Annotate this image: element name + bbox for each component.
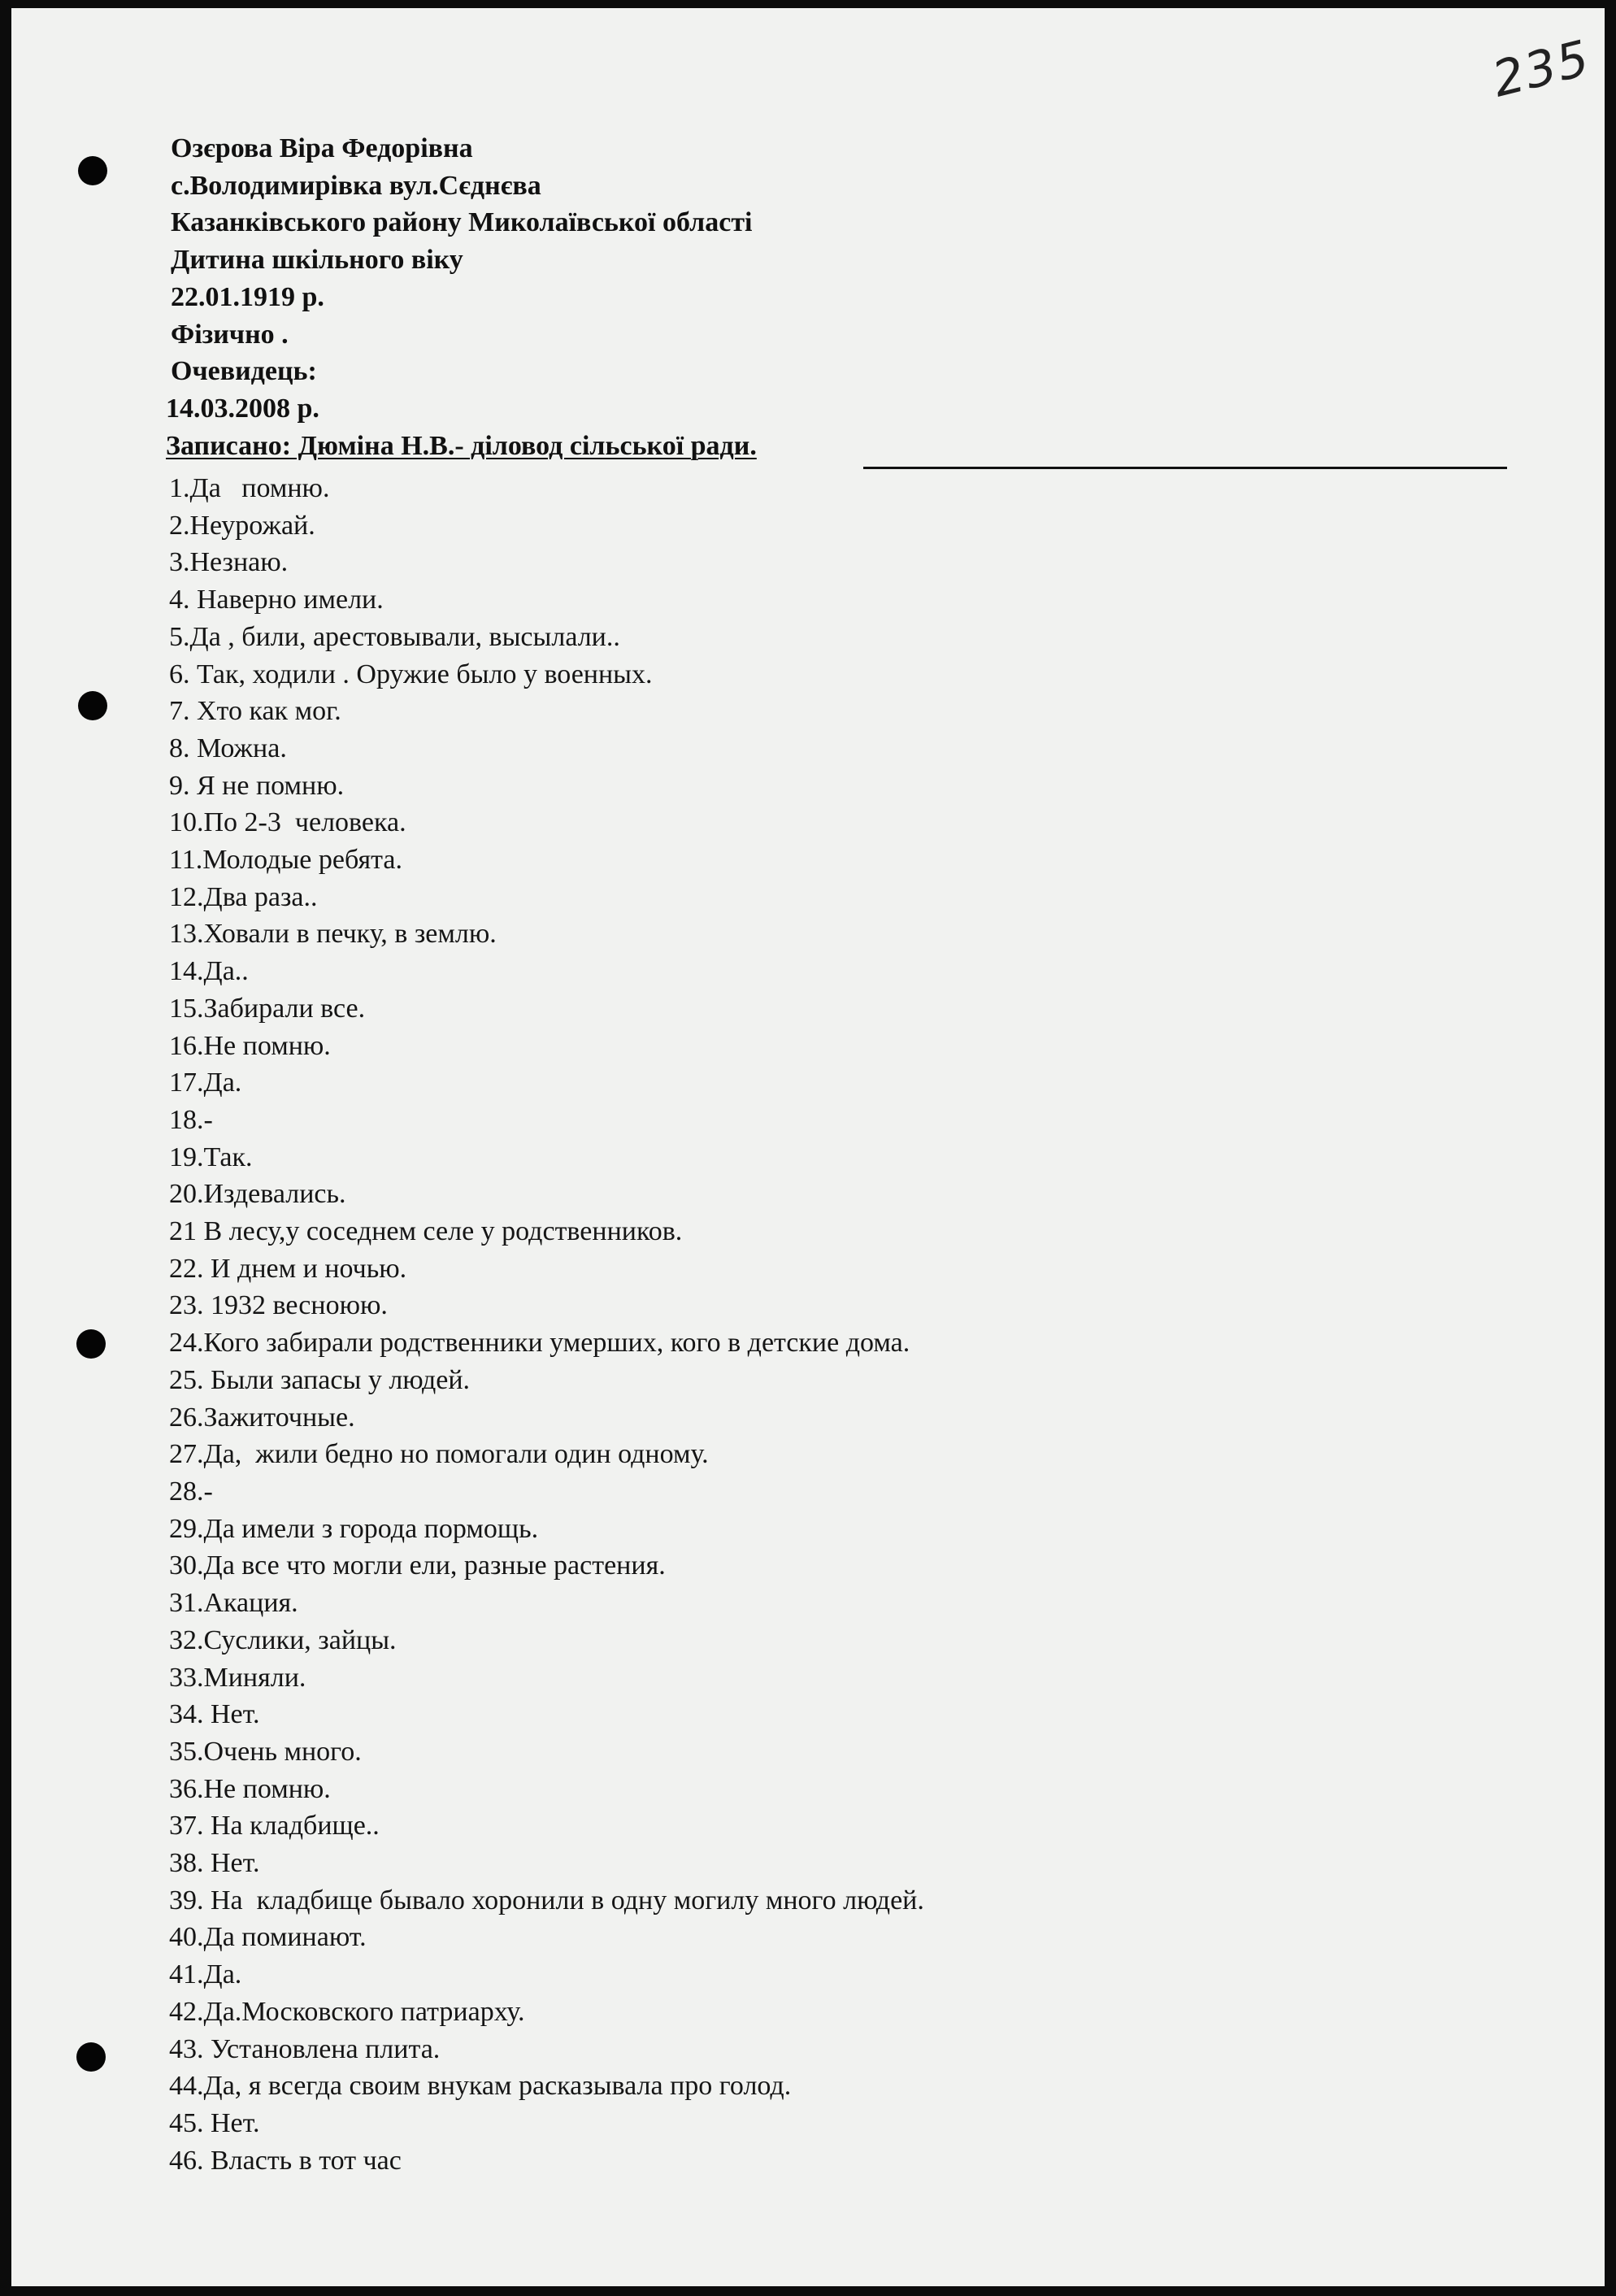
answer-item: 41.Да. — [169, 1959, 242, 1990]
answer-item: 10.По 2-3 человека. — [169, 807, 406, 838]
answer-item: 22. И днем и ночью. — [169, 1253, 407, 1284]
answer-item: 42.Да.Московского патриарху. — [169, 1996, 525, 2027]
respondent-name: Озєрова Віра Федорівна — [171, 133, 473, 163]
answer-item: 35.Очень много. — [169, 1736, 362, 1767]
answer-item: 3.Незнаю. — [169, 547, 289, 578]
answer-item: 17.Да. — [169, 1068, 242, 1098]
document-page — [11, 8, 1605, 2286]
answer-item: 7. Хто как мог. — [169, 696, 341, 727]
answer-item: 29.Да имели з города пормощь. — [169, 1513, 539, 1544]
answer-item: 32.Суслики, зайцы. — [169, 1624, 397, 1655]
answer-item: 31.Акация. — [169, 1588, 298, 1619]
answer-item: 9. Я не помню. — [169, 770, 345, 801]
respondent-address: с.Володимирівка вул.Сєднєва — [171, 170, 541, 201]
answers-list — [169, 470, 1518, 2179]
answer-item: 30.Да все что могли ели, разные растения. — [169, 1550, 666, 1581]
answer-item: 14.Да.. — [169, 956, 249, 987]
answer-item: 28.- — [169, 1476, 213, 1507]
respondent-header — [166, 130, 1520, 464]
answer-item: 27.Да, жили бедно но помогали один одному. — [169, 1439, 709, 1470]
answer-item: 23. 1932 весноюю. — [169, 1290, 388, 1321]
answer-item: 15.Забирали все. — [169, 993, 366, 1024]
answer-item: 36.Не помню. — [169, 1773, 331, 1804]
birth-date: 22.01.1919 р. — [171, 281, 324, 312]
signature-underline — [863, 467, 1507, 469]
answer-item: 44.Да, я всегда своим внукам расказывала про голод. — [169, 2071, 792, 2102]
answer-item: 21 В лесу,у соседнем селе у родственников. — [169, 1216, 683, 1247]
age-category: Дитина шкільного віку — [171, 245, 463, 276]
answer-item: 46. Власть в тот час — [169, 2145, 402, 2176]
answer-item: 34. Нет. — [169, 1699, 260, 1730]
answer-item: 25. Были запасы у людей. — [169, 1364, 471, 1395]
handwritten-page-number: 235 — [1487, 29, 1596, 109]
answer-item: 13.Ховали в печку, в землю. — [169, 919, 497, 950]
answer-item: 8. Можна. — [169, 733, 287, 763]
answer-item: 39. На кладбище бывало хоронили в одну могилу много людей. — [169, 1885, 924, 1916]
answer-item: 6. Так, ходили . Оружие было у военных. — [169, 659, 653, 689]
answer-item: 20.Издевались. — [169, 1179, 346, 1210]
witness-label: Очевидець: — [171, 356, 317, 387]
punch-hole — [78, 691, 107, 720]
answer-item: 24.Кого забирали родственники умерших, кого в детские дома. — [169, 1328, 910, 1359]
answer-item: 19.Так. — [169, 1141, 253, 1172]
answer-item: 5.Да , били, арестовывали, высылали.. — [169, 621, 620, 652]
answer-item: 12.Два раза.. — [169, 881, 318, 912]
answer-item: 2.Неурожай. — [169, 510, 315, 541]
record-date: 14.03.2008 р. — [166, 393, 319, 424]
answer-item: 38. Нет. — [169, 1848, 260, 1879]
answer-item: 37. На кладбище.. — [169, 1811, 380, 1842]
answer-item: 18.- — [169, 1104, 213, 1135]
punch-hole — [76, 2042, 106, 2072]
punch-hole — [78, 156, 107, 185]
answer-item: 1.Да помню. — [169, 473, 330, 503]
answer-item: 16.Не помню. — [169, 1030, 331, 1061]
respondent-district: Казанківського району Миколаївської області — [171, 207, 753, 238]
answer-item: 33.Миняли. — [169, 1662, 306, 1693]
answer-item: 40.Да поминают. — [169, 1922, 367, 1953]
answer-item: 45. Нет. — [169, 2107, 260, 2138]
answer-item: 11.Молодые ребята. — [169, 845, 402, 876]
punch-hole — [76, 1329, 106, 1359]
answer-item: 43. Установлена плита. — [169, 2033, 441, 2064]
answer-item: 4. Наверно имели. — [169, 585, 384, 615]
answer-item: 26.Зажиточные. — [169, 1402, 355, 1433]
survival-status: Фізично . — [171, 319, 289, 350]
recorded-by: Записано: Дюміна Н.В.- діловод сільської ради. — [166, 430, 757, 461]
